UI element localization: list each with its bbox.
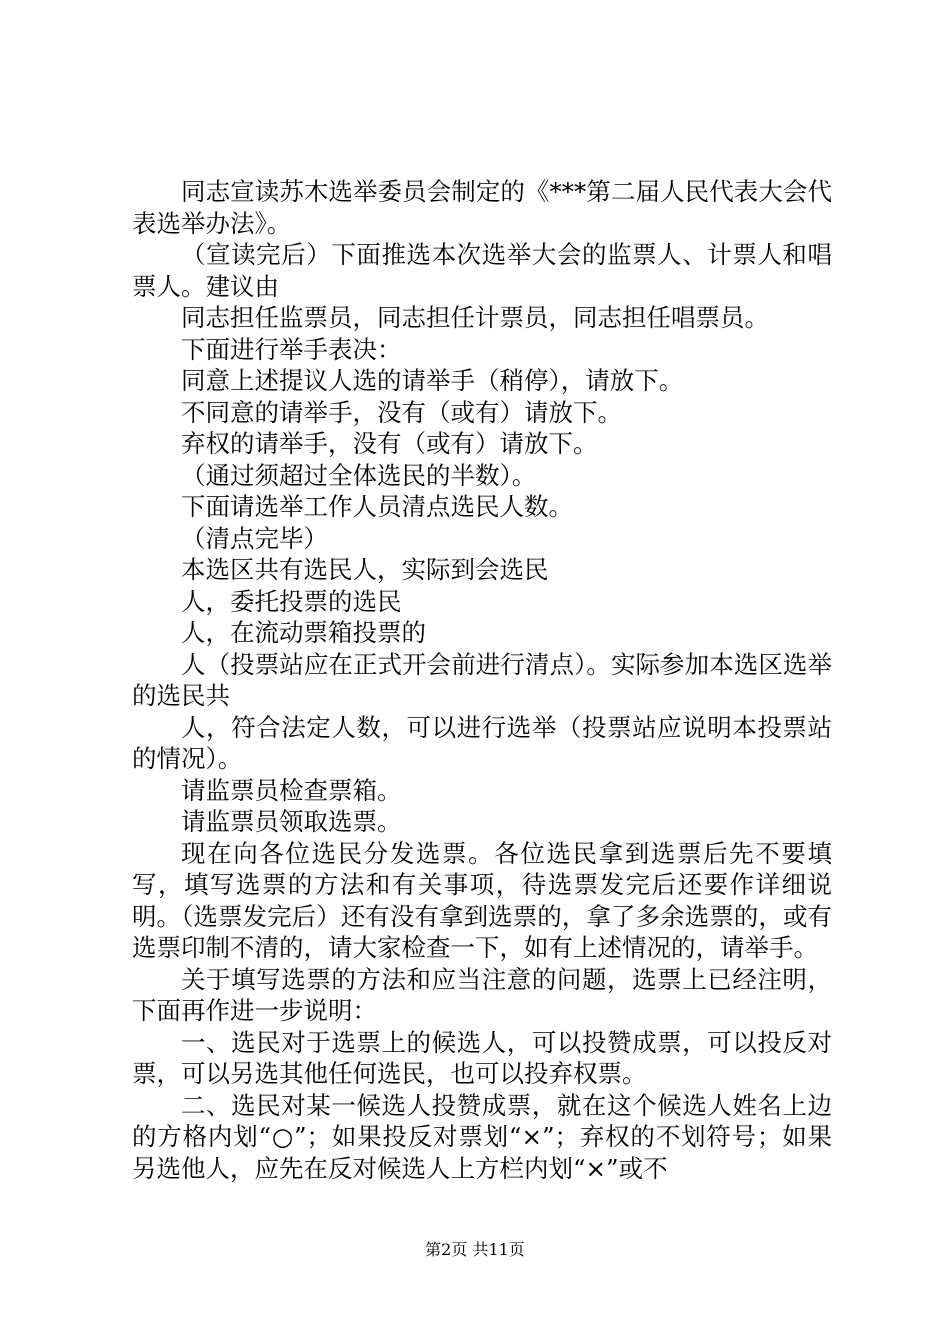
paragraph: 下面请选举工作人员清点选民人数。 <box>181 492 573 521</box>
paragraph: 人（投票站应在正式开会前进行清点）。实际参加本选区选举的选民共 <box>132 649 832 710</box>
paragraph: 本选区共有选民人，实际到会选民 <box>181 555 549 584</box>
paragraph: 同意上述提议人选的请举手（稍停），请放下。 <box>181 366 684 395</box>
paragraph: （清点完毕） <box>181 523 328 553</box>
paragraph: 同志担任监票员，同志担任计票员，同志担任唱票员。 <box>181 303 769 332</box>
paragraph: 弃权的请举手，没有（或有）请放下。 <box>181 429 598 458</box>
paragraph: 下面进行举手表决： <box>181 334 402 364</box>
page-number-footer: 第2页 共11页 <box>425 1240 525 1259</box>
paragraph: （宣读完后）下面推选本次选举大会的监票人、计票人和唱票人。建议由 <box>132 240 832 301</box>
paragraph: 同志宣读苏木选举委员会制定的《***第二届人民代表大会代表选举办法》。 <box>132 177 832 238</box>
paragraph: 现在向各位选民分发选票。各位选民拿到选票后先不要填写，填写选票的方法和有关事项，待选票发完后还要作详细说明。（选票发完后）还有没有拿到选票的，拿了多余选票的，或有选票印制不清的，请大家检查一下，如有上述情况的，请举手。 <box>132 838 832 962</box>
paragraph: 人，委托投票的选民 <box>181 586 402 616</box>
document-body <box>132 176 832 1184</box>
paragraph: （通过须超过全体选民的半数）。 <box>181 460 537 490</box>
paragraph: 不同意的请举手，没有（或有）请放下。 <box>181 397 622 427</box>
paragraph: 请监票员检查票箱。 <box>181 775 402 805</box>
paragraph: 一、选民对于选票上的候选人，可以投赞成票，可以投反对票，可以另选其他任何选民，也可以投弃权票。 <box>132 1027 832 1088</box>
paragraph: 人，在流动票箱投票的 <box>181 618 426 647</box>
paragraph: 请监票员领取选票。 <box>181 807 402 836</box>
paragraph: 人，符合法定人数，可以进行选举（投票站应说明本投票站的情况）。 <box>132 712 832 773</box>
paragraph: 关于填写选票的方法和应当注意的问题，选票上已经注明，下面再作进一步说明： <box>132 964 832 1025</box>
paragraph: 二、选民对某一候选人投赞成票，就在这个候选人姓名上边的方格内划“○”；如果投反对票划“×”；弃权的不划符号；如果另选他人，应先在反对候选人上方栏内划“×”或不 <box>132 1090 832 1183</box>
